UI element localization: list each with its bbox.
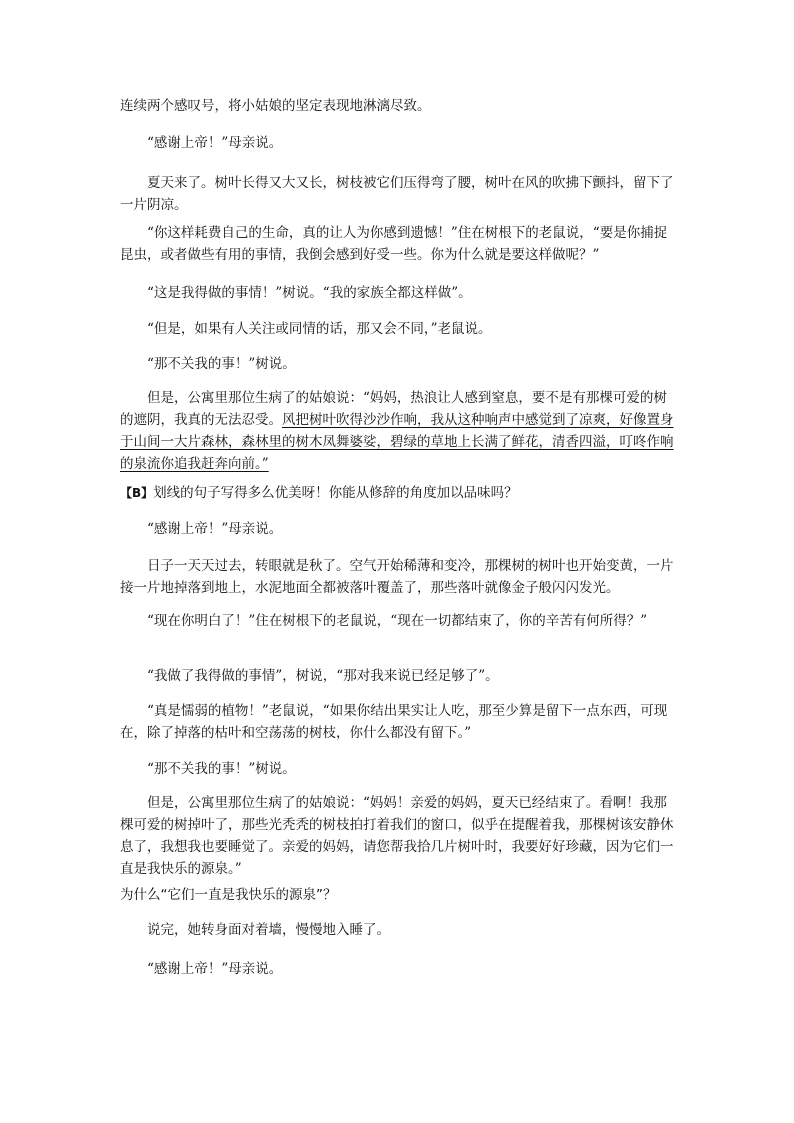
- paragraph-3: 夏天来了。树叶长得又大又长，树枝被它们压得弯了腰，树叶在风的吹拂下颤抖，留下了一片阴凉。: [120, 175, 674, 213]
- question-2: 为什么“它们一直是我快乐的源泉”？: [120, 887, 337, 903]
- paragraph-5: “这是我得做的事情！”树说。“我的家族全都这样做”。: [147, 285, 472, 301]
- paragraph-12: “我做了我得做的事情”，树说，“那对我来说已经足够了”。: [147, 668, 499, 684]
- paragraph-14: “那不关我的事！”树说。: [147, 761, 296, 777]
- paragraph-15: 但是，公寓里那位生病了的姑娘说：“妈妈！亲爱的妈妈，夏天已经结束了。看啊！我那棵可爱的树掉叶了，那些光秃秃的树枝拍打着我们的窗口，似乎在提醒着我，那棵树该安静休息了，我想我也要睡觉了。亲爱的妈妈，请您帮我拾几片树叶时，我要好好珍藏，因为它们一直是我快乐的源泉。”: [120, 795, 674, 877]
- paragraph-16: 说完，她转身面对着墙，慢慢地入睡了。: [147, 922, 390, 938]
- paragraph-17: “感谢上帝！”母亲说。: [147, 961, 283, 977]
- question-b-text: 划线的句子写得多么优美呀！你能从修辞的角度加以品味吗？: [153, 485, 518, 501]
- paragraph-6: “但是，如果有人关注或同情的话，那又会不同，”老鼠说。: [147, 321, 492, 337]
- paragraph-11: “现在你明白了！”住在树根下的老鼠说，“现在一切都结束了，你的辛苦有何所得？”: [147, 613, 648, 629]
- question-b: [120, 482, 680, 504]
- paragraph-8: [120, 387, 680, 475]
- question-b-marker: 【B】: [120, 486, 154, 500]
- paragraph-13: “真是懦弱的植物！”老鼠说，“如果你结出果实让人吃，那至少算是留下一点东西，可现在，除了掉落的枯叶和空荡荡的树枝，你什么都没有留下。”: [120, 703, 668, 741]
- paragraph-8-plain: 但是，公寓里那位生病了的姑娘说：“妈妈，热浪让人感到窒息，要不是有那棵可爱的树的遮阴，我真的无法忍受。: [120, 390, 667, 428]
- paragraph-1: 连续两个感叹号，将小姑娘的坚定表现地淋漓尽致。: [120, 98, 431, 114]
- paragraph-7: “那不关我的事！”树说。: [147, 356, 296, 372]
- paragraph-4: “你这样耗费自己的生命，真的让人为你感到遗憾！”住在树根下的老鼠说，“要是你捕捉昆虫，或者做些有用的事情，我倒会感到好受一些。你为什么就是要这样做呢？”: [120, 225, 668, 263]
- paragraph-2: “感谢上帝！”母亲说。: [147, 135, 283, 151]
- underlined-sentence: 风把树叶吹得沙沙作响，我从这种响声中感觉到了凉爽，好像置身于山间一大片森林，森林里的树木凤舞婆娑，碧绿的草地上长满了鲜花，清香四溢，叮咚作响的泉流你追我赶奔向前。”: [120, 412, 674, 472]
- paragraph-9: “感谢上帝！”母亲说。: [147, 521, 283, 537]
- paragraph-10: 日子一天天过去，转眼就是秋了。空气开始稀薄和变冷，那棵树的树叶也开始变黄，一片接一片地掉落到地上，水泥地面全都被落叶覆盖了，那些落叶就像金子般闪闪发光。: [120, 558, 674, 596]
